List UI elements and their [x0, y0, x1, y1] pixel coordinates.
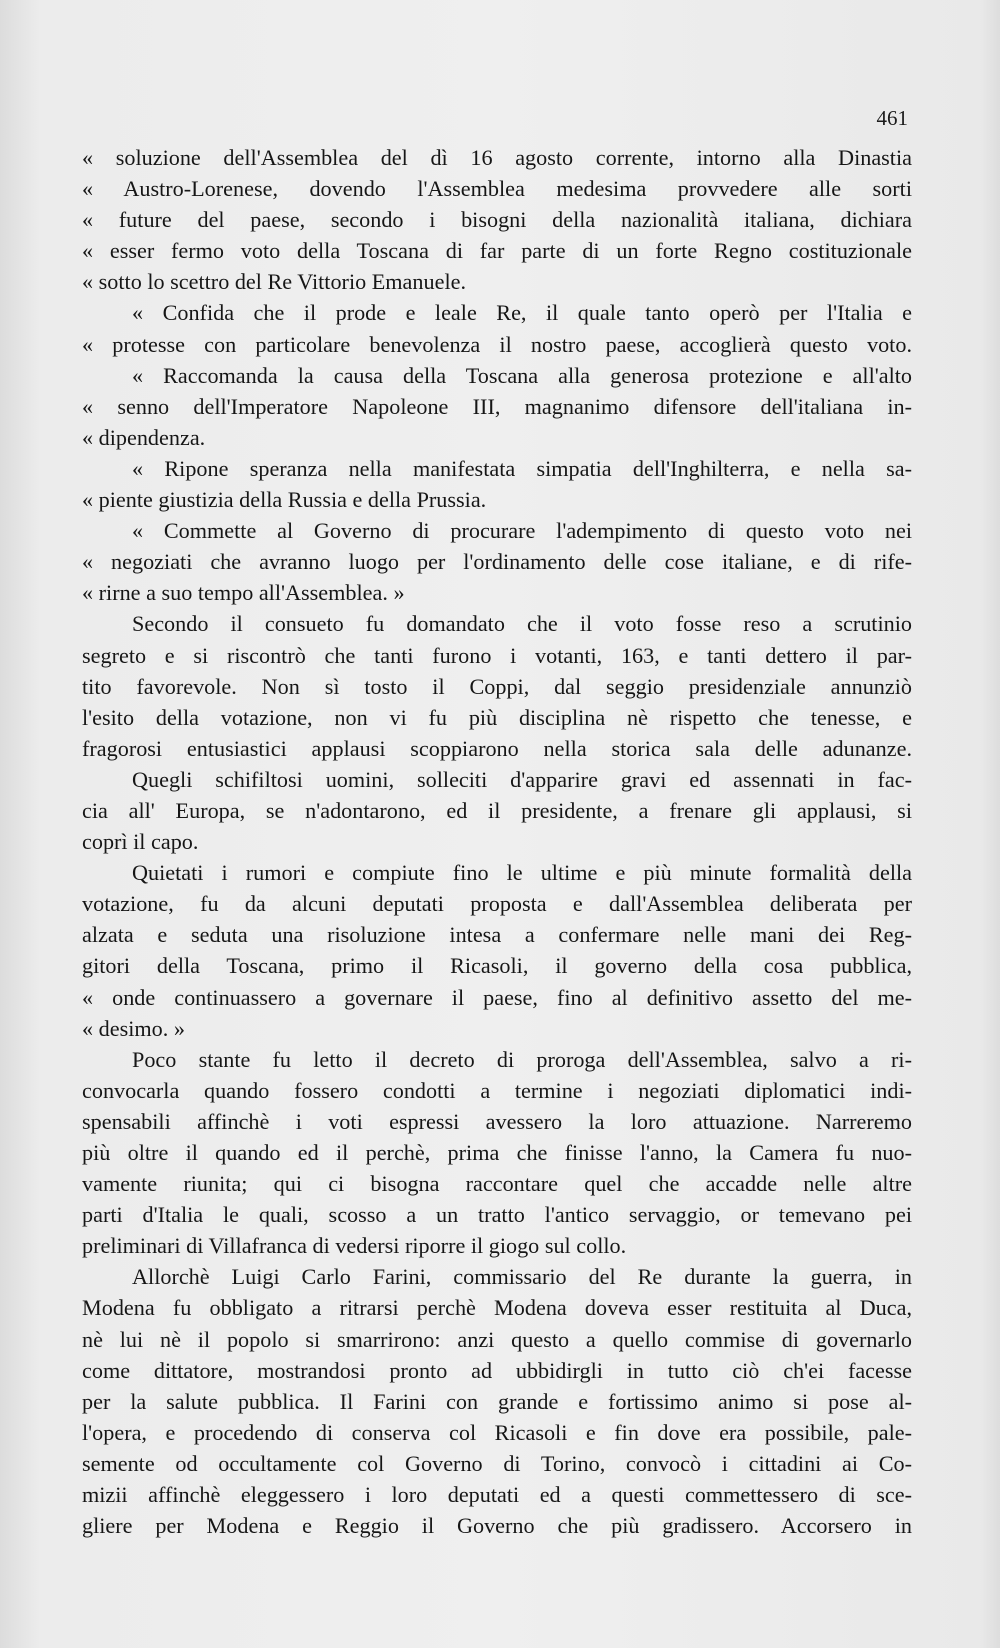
text-line: cia all' Europa, se n'adontarono, ed il presidente, a frenare gli applausi, si [82, 797, 912, 823]
text-line: « rirne a suo tempo all'Assemblea. » [82, 580, 405, 606]
text-line: Poco stante fu letto il decreto di proroga dell'Assemblea, salvo a ri- [132, 1046, 912, 1072]
text-line: semente od occultamente col Governo di Torino, convocò i cittadini ai Co- [82, 1450, 912, 1476]
text-line: votazione, fu da alcuni deputati proposta e dall'Assemblea deliberata per [82, 891, 912, 917]
text-line: più oltre il quando ed il perchè, prima che finisse l'anno, la Camera fu nuo- [82, 1140, 912, 1165]
text-line: convocarla quando fossero condotti a termine i negoziati diplomatici indi- [82, 1077, 912, 1103]
text-line: « piente giustizia della Russia e della Prussia. [82, 487, 487, 513]
text-line: spensabili affinchè i voti espressi avessero la loro attuazione. Narreremo [82, 1108, 912, 1134]
text-line: vamente riunita; qui ci bisogna raccontare quel che accadde nelle altre [82, 1171, 912, 1197]
text-line: l'opera, e procedendo di conserva col Ricasoli e fin dove era possibile, pale- [82, 1419, 912, 1445]
text-line: Allorchè Luigi Carlo Farini, commissario del Re durante la guerra, in [132, 1264, 912, 1290]
text-line: l'esito della votazione, non vi fu più disciplina nè rispetto che tenesse, e [82, 704, 912, 730]
text-line: gliere per Modena e Reggio il Governo che più gradissero. Accorsero in [82, 1513, 912, 1539]
text-line: alzata e seduta una risoluzione intesa a confermare nelle mani dei Reg- [82, 922, 912, 948]
text-line: « esser fermo voto della Toscana di far parte di un forte Regno costituzionale [82, 238, 912, 264]
text-line: tito favorevole. Non sì tosto il Coppi, dal seggio presidenziale annunziò [82, 673, 912, 699]
text-line: gitori della Toscana, primo il Ricasoli, il governo della cosa pubblica, [82, 953, 912, 979]
text-line: « dipendenza. [82, 424, 206, 450]
text-line: « Austro-Lorenese, dovendo l'Assemblea medesima provvedere alle sorti [82, 176, 912, 202]
text-line: segreto e si riscontrò che tanti furono i votanti, 163, e tanti dettero il par- [82, 642, 912, 668]
text-line: « desimo. » [82, 1015, 185, 1041]
text-line: preliminari di Villafranca di vedersi riporre il giogo sul collo. [82, 1233, 627, 1259]
text-line: « Confida che il prode e leale Re, il quale tanto operò per l'Italia e [132, 300, 912, 326]
text-line: « Raccomanda la causa della Toscana alla generosa protezione e all'alto [132, 362, 912, 388]
text-line: come dittatore, mostrandosi pronto ad ubbidirgli in tutto ciò ch'ei facesse [82, 1357, 912, 1383]
text-line: Quegli schifiltosi uomini, solleciti d'apparire gravi ed assennati in fac- [132, 766, 912, 792]
text-line: mizii affinchè eleggessero i loro deputati ed a questi commettessero di sce- [82, 1482, 912, 1508]
text-line: parti d'Italia le quali, scosso a un tratto l'antico servaggio, or temevano pei [82, 1202, 912, 1228]
text-line: « soluzione dell'Assemblea del dì 16 agosto corrente, intorno alla Dinastia [82, 145, 912, 170]
text-line: « senno dell'Imperatore Napoleone III, magnanimo difensore dell'italiana in- [82, 393, 912, 419]
text-line: « sotto lo scettro del Re Vittorio Emanuele. [82, 269, 467, 295]
text-line: « protesse con particolare benevolenza il nostro paese, accoglierà questo voto. [82, 331, 912, 357]
text-line: « Commette al Governo di procurare l'adempimento di questo voto nei [132, 518, 912, 544]
text-line: « onde continuassero a governare il paese, fino al definitivo assetto del me- [82, 984, 912, 1010]
text-line: nè lui nè il popolo si smarrirono: anzi questo a quello commise di governarlo [82, 1326, 912, 1352]
text-line: coprì il capo. [82, 829, 199, 855]
text-line: Secondo il consueto fu domandato che il voto fosse reso a scrutinio [132, 611, 912, 637]
text-line: « Ripone speranza nella manifestata simpatia dell'Inghilterra, e nella sa- [132, 455, 912, 481]
page-number: 461 [876, 106, 908, 130]
text-line: Modena fu obbligato a ritrarsi perchè Modena doveva esser restituita al Duca, [82, 1295, 912, 1321]
text-line: Quietati i rumori e compiute fino le ultime e più minute formalità della [132, 860, 912, 886]
body-text [82, 142, 912, 1541]
text-line: « negoziati che avranno luogo per l'ordinamento delle cose italiane, e di rife- [82, 549, 912, 575]
text-line: per la salute pubblica. Il Farini con grande e fortissimo animo si pose al- [82, 1388, 912, 1414]
text-line: fragorosi entusiastici applausi scoppiarono nella storica sala delle adunanze. [82, 735, 912, 761]
text-line: « future del paese, secondo i bisogni della nazionalità italiana, dichiara [82, 207, 912, 233]
